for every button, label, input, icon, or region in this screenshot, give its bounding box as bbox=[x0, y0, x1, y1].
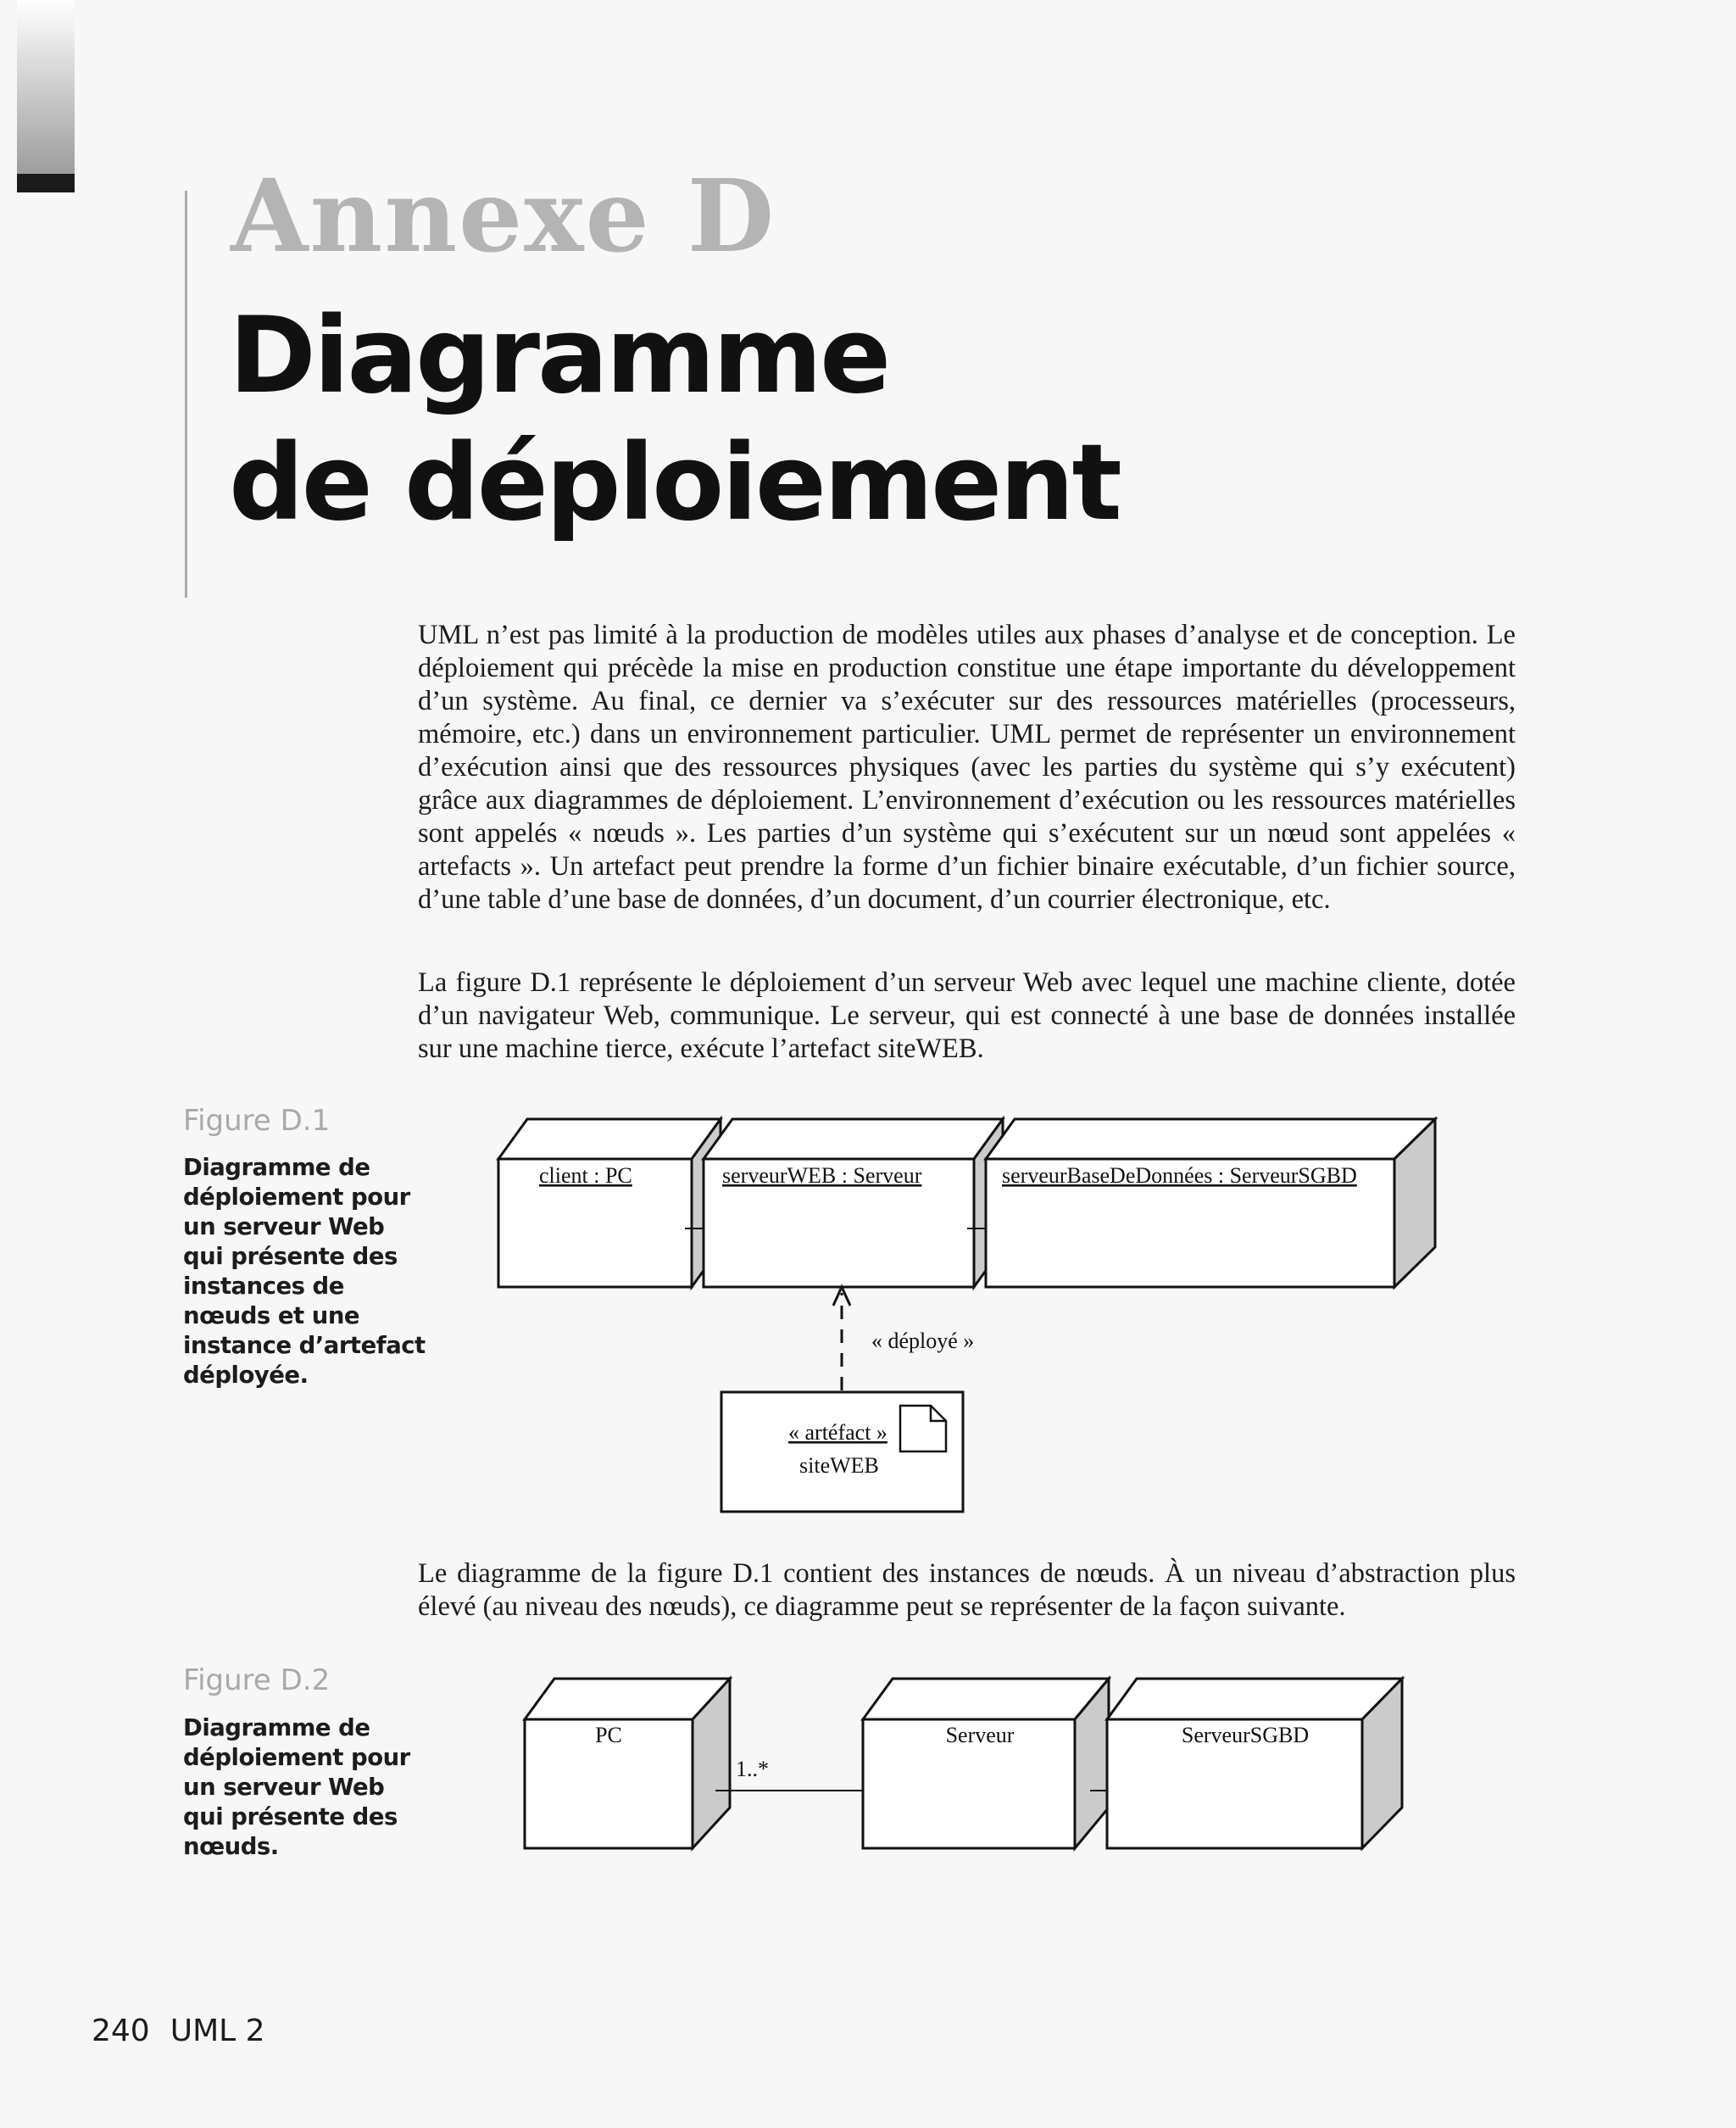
figure2-label: Figure D.2 bbox=[183, 1663, 331, 1697]
node-serveur-web-label: serveurWEB : Serveur bbox=[722, 1163, 922, 1188]
chapter-title-line2: de déploiement bbox=[229, 422, 1120, 544]
annexe-label: Annexe D bbox=[231, 157, 776, 275]
figure1-intro-paragraph: La figure D.1 représente le déploiement d’un serveur Web avec lequel une machine cliente, dotée d’un navigateur Web, communique. Le serveur, qui est connecté à une base de données installée sur une machine tierce, exécute l’artefact siteWEB. bbox=[418, 967, 1516, 1064]
intro-paragraph: UML n’est pas limité à la production de modèles utiles aux phases d’analyse et de conception. Le déploiement qui précède la mise en production constitue une étape importante du développement d’un système. Au final, ce dernier va s’exécuter sur des ressources matérielles (processeurs, mémoire, etc.) dans un environnement particulier. UML permet de représenter un environnement d’exécution ainsi que des ressources physiques (avec les parties du système qui s’y exécutent) grâce aux diagrammes de déploiement. L’environnement d’exécution ou les ressources matérielles sont appelés « nœuds ». Les parties d’un système qui s’exécutent sur un nœud sont appelées « artefacts ». Un artefact peut prendre la forme d’un fichier binaire exécutable, d’un fichier source, d’une table d’une base de données, d’un document, d’un courrier électronique, etc. bbox=[418, 620, 1516, 915]
page-number: 240 bbox=[92, 2014, 150, 2048]
node-serveur bbox=[863, 1679, 1109, 1848]
artifact-stereotype: « artéfact » bbox=[788, 1420, 887, 1445]
figure2-intro-paragraph: Le diagramme de la figure D.1 contient des instances de nœuds. À un niveau d’abstraction plus élevé (au niveau des nœuds), ce diagramme peut se représenter de la façon suivante. bbox=[418, 1558, 1516, 1622]
node-serveur-label: Serveur bbox=[945, 1723, 1015, 1747]
artifact-name: siteWEB bbox=[799, 1453, 879, 1478]
node-serveursgbd-label: ServeurSGBD bbox=[1181, 1723, 1310, 1747]
figure2-caption: Diagramme de déploiement pour un serveur Web qui présente des nœuds. bbox=[183, 1714, 410, 1860]
node-client-pc-label: client : PC bbox=[539, 1163, 632, 1188]
multiplicity-label: 1..* bbox=[736, 1757, 769, 1781]
node-pc-label: PC bbox=[595, 1723, 622, 1747]
node-serveursgbd bbox=[1107, 1679, 1402, 1848]
node-serveur-bdd-label: serveurBaseDeDonnées : ServeurSGBD bbox=[1002, 1163, 1357, 1188]
chapter-title-line1: Diagramme bbox=[229, 295, 889, 417]
figure1-caption: Diagramme de déploiement pour un serveur Web qui présente des instances de nœuds et une instance d’artefact déployée. bbox=[183, 1154, 426, 1389]
figure1-label: Figure D.1 bbox=[183, 1104, 331, 1138]
node-pc bbox=[525, 1679, 730, 1848]
book-title: UML 2 bbox=[170, 2014, 265, 2048]
deploy-label: « déployé » bbox=[871, 1329, 975, 1353]
page-footer bbox=[92, 2014, 265, 2048]
